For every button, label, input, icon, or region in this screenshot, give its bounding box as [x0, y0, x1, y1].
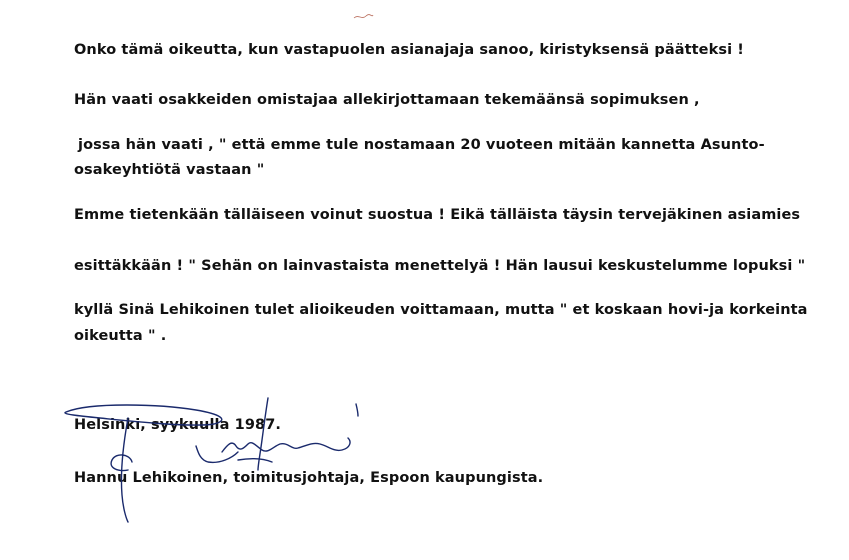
top-scribble-mark — [352, 12, 374, 22]
letter-line-5: Emme tietenkään tälläiseen voinut suostua ! Eikä tälläista täysin tervejäkinen asiamies — [74, 207, 801, 223]
letter-line-7: kyllä Sinä Lehikoinen tulet alioikeuden voittamaan, mutta " et koskaan hovi-ja korkeinta — [74, 302, 808, 318]
letter-line-8: oikeutta " . — [74, 328, 167, 344]
letter-line-2: Hän vaati osakkeiden omistajaa allekirjottamaan tekemäänsä sopimuksen , — [74, 92, 700, 108]
letter-line-4: osakeyhtiötä vastaan " — [74, 162, 265, 178]
place-date: Helsinki, syykuulla 1987. — [74, 417, 281, 433]
sender-signature-line: Hannu Lehikoinen, toimitusjohtaja, Espoon kaupungista. — [74, 470, 544, 486]
letter-line-1: Onko tämä oikeutta, kun vastapuolen asianajaja sanoo, kiristyksensä päätteksi ! — [74, 42, 745, 58]
letter-line-6: esittäkkään ! " Sehän on lainvastaista menettelyä ! Hän lausui keskustelumme lopuksi " — [74, 258, 806, 274]
letter-line-3: jossa hän vaati , " että emme tule nostamaan 20 vuoteen mitään kannetta Asunto- — [78, 137, 765, 153]
